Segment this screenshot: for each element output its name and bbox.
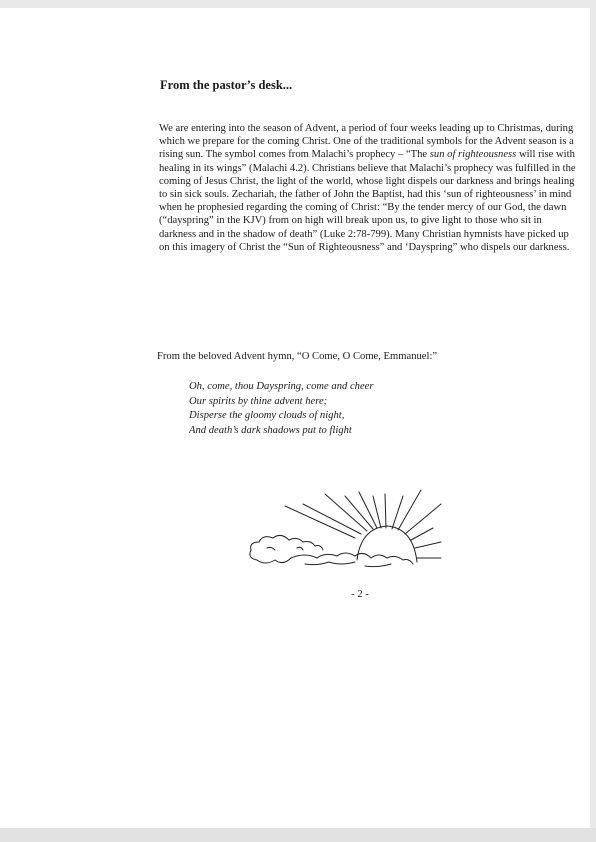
page-number: - 2 - (351, 589, 369, 600)
verse-line: Disperse the gloomy clouds of night, (189, 410, 345, 421)
hymn-verse (189, 380, 373, 438)
verse-line: And death’s dark shadows put to flight (189, 424, 352, 436)
paragraph-text-part2: will rise with healing in its wings” (Malachi 4.2). Christians believe that Malachi’s prophecy was fulfilled in the coming of Jesus Christ, the light of the world, whose light dispels our darkness and brings healing to sin sick souls. Zechariah, the father of John the Baptist, had this ‘sun of righteousness’ in mind when he prophesied regarding the coming of Christ: “By the tender mercy of our God, the dawn (“dayspring” in the KJV) from on high will break upon us, to give light to those who sit in darkness and in the shadow of death” (Luke 2:78-799). Many Christian hymnists have picked up on this imagery of Christ the “Sun of Righteousness” and ‘Dayspring” who dispels our darkness. (159, 149, 576, 253)
paragraph-text-part1: We are entering into the season of Advent, a period of four weeks leading up to Christmas, during which we prepare for the coming Christ. One of the traditional symbols for the Advent season is a rising sun. The symbol comes from Malachi’s prophecy – “The (159, 123, 574, 161)
page-bottom-margin (0, 828, 596, 842)
hymn-intro: From the beloved Advent hymn, “O Come, O Come, Emmanuel:” (157, 351, 438, 362)
body-paragraph (159, 122, 579, 254)
document-page (0, 8, 590, 828)
verse-line: Oh, come, thou Dayspring, come and cheer (189, 381, 374, 392)
page-title: From the pastor’s desk... (160, 78, 293, 92)
rising-sun-icon (245, 486, 445, 582)
paragraph-italic-phrase: sun of righteousness (429, 149, 517, 161)
verse-line: Our spirits by thine advent here; (189, 395, 328, 407)
